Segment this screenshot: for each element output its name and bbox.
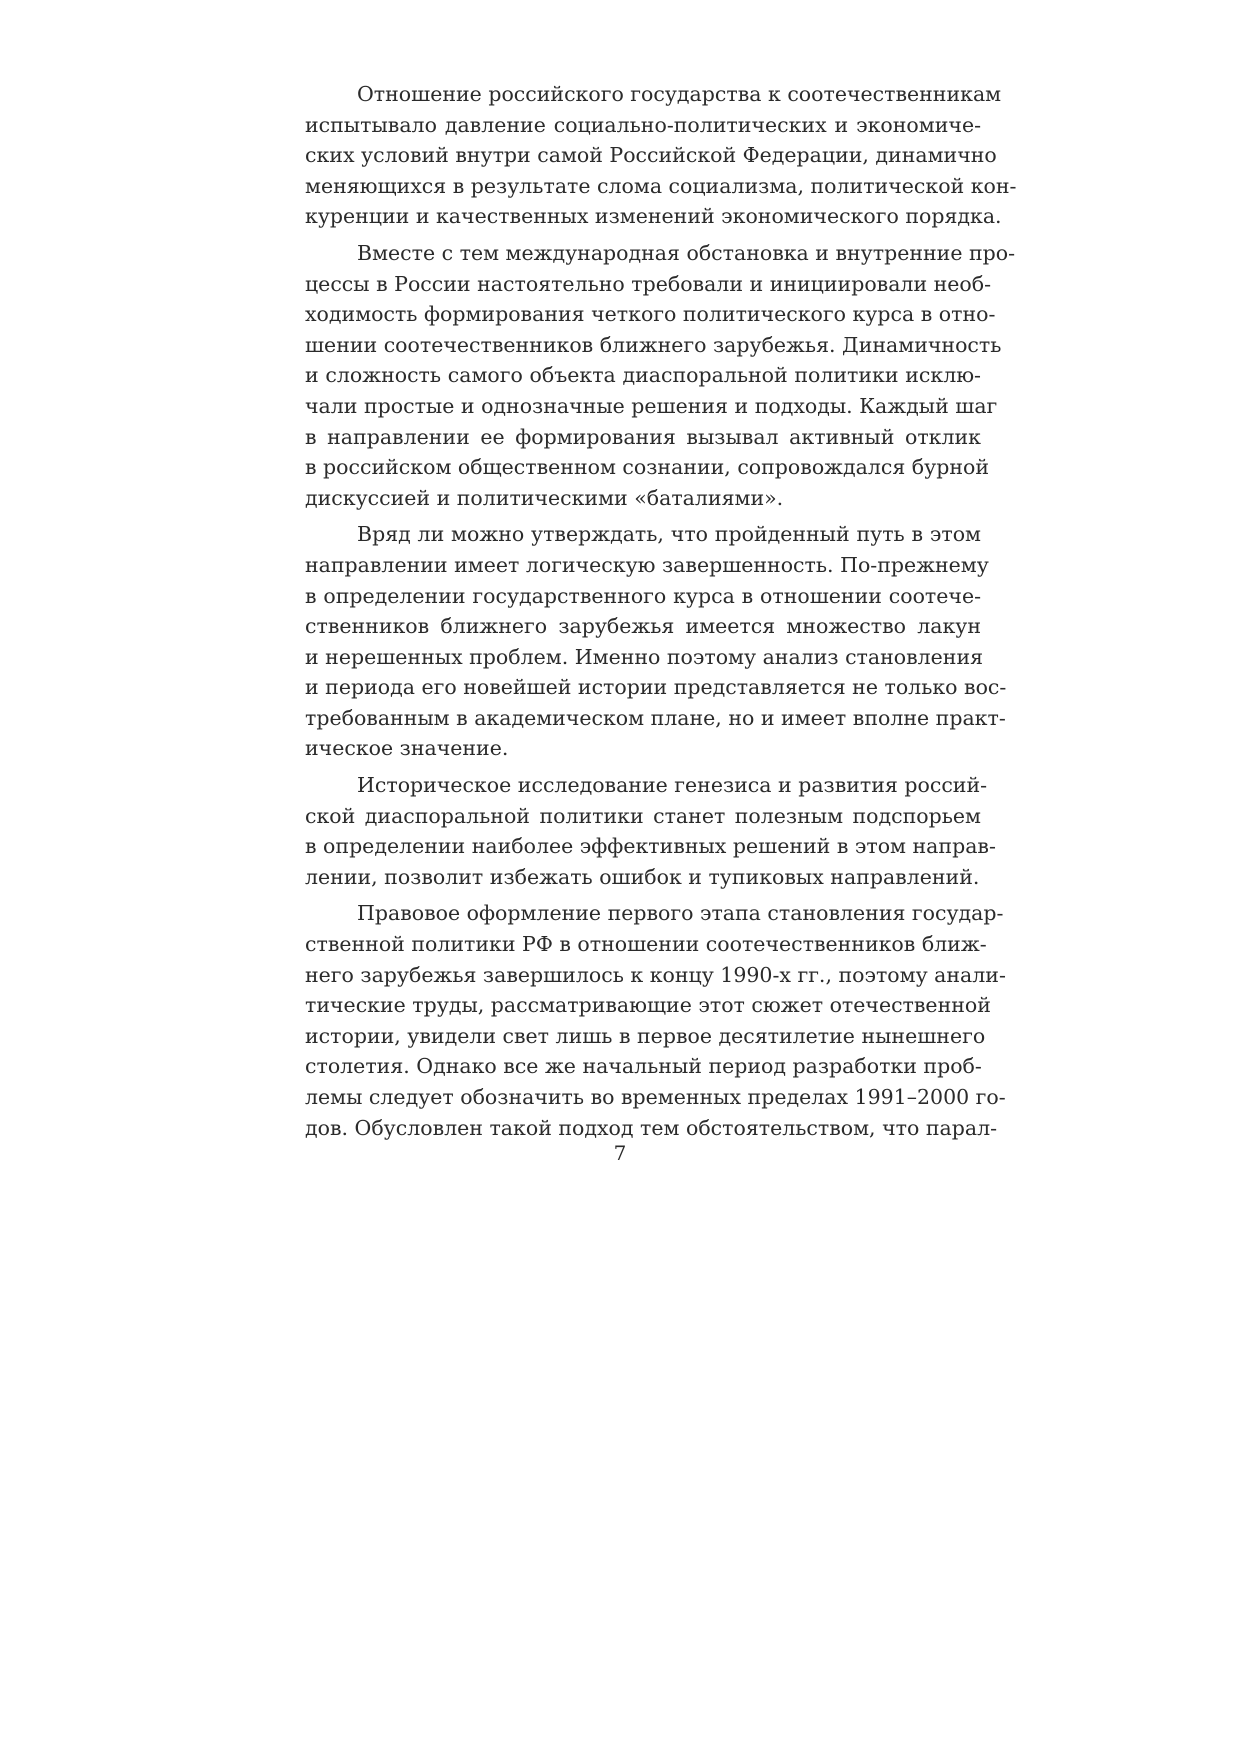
text-line: него зарубежья завершилось к концу 1990-х гг., поэтому анали- (305, 962, 1006, 987)
paragraph-5 (305, 898, 1006, 1143)
text-line: шении соотечественников ближнего зарубежья. Динамичность (305, 332, 1002, 357)
text-line: в направлении ее формирования вызывал активный отклик (305, 424, 981, 449)
text-line: и сложность самого объекта диаспоральной политики исклю- (305, 363, 981, 388)
page-number: 7 (613, 1141, 627, 1165)
text-line: чали простые и однозначные решения и подходы. Каждый шаг (305, 393, 998, 418)
text-line: истории, увидели свет лишь в первое десятилетие нынешнего (305, 1023, 986, 1048)
text-line: испытывало давление социально-политических и экономиче- (305, 112, 981, 137)
text-line: ственников ближнего зарубежья имеется множество лакун (305, 614, 981, 639)
text-line: тические труды, рассматривающие этот сюжет отечественной (305, 993, 991, 1018)
text-line: ских условий внутри самой Российской Федерации, динамично (305, 143, 997, 168)
text-line: цессы в России настоятельно требовали и инициировали необ- (305, 271, 992, 296)
text-line: Историческое исследование генезиса и развития россий- (357, 773, 988, 798)
text-line: ственной политики РФ в отношении соотечественников ближ- (305, 932, 987, 957)
paragraph-3 (305, 519, 1007, 764)
text-line: в определении государственного курса в отношении соотече- (305, 583, 981, 608)
text-line: куренции и качественных изменений экономического порядка. (305, 204, 1002, 229)
text-line: направлении имеет логическую завершенность. По-прежнему (305, 552, 989, 577)
text-line: Вряд ли можно утверждать, что пройденный путь в этом (357, 522, 981, 547)
text-line: дов. Обусловлен такой подход тем обстоятельством, что парал- (305, 1115, 998, 1140)
text-line: и нерешенных проблем. Именно поэтому анализ становления (305, 644, 984, 669)
paragraph-2 (305, 238, 1016, 513)
text-line: меняющихся в результате слома социализма, политической кон- (305, 173, 1017, 198)
text-line: требованным в академическом плане, но и имеет вполне практ- (305, 705, 1006, 730)
paragraph-4 (305, 770, 996, 892)
text-line: ской диаспоральной политики станет полезным подспорьем (305, 803, 981, 828)
body-text (305, 79, 1017, 1143)
text-line: Вместе с тем международная обстановка и внутренние про- (357, 240, 1016, 265)
paragraph-1 (305, 79, 1017, 232)
text-line: ходимость формирования четкого политического курса в отно- (305, 302, 996, 327)
text-line: столетия. Однако все же начальный период разработки проб- (305, 1054, 982, 1079)
text-line: Отношение российского государства к соотечественникам (357, 82, 1002, 106)
text-line: лении, позволит избежать ошибок и тупиковых направлений. (305, 864, 980, 889)
text-line: и периода его новейшей истории представляется не только вос- (305, 675, 1007, 700)
text-line: Правовое оформление первого этапа становления государ- (357, 901, 1004, 926)
text-line: дискуссией и политическими «баталиями». (305, 485, 784, 510)
text-line: в российском общественном сознании, сопровождался бурной (305, 455, 990, 480)
text-line: ическое значение. (305, 736, 509, 761)
text-line: лемы следует обозначить во временных пределах 1991–2000 го- (305, 1085, 1006, 1109)
text-line: в определении наиболее эффективных решений в этом направ- (305, 834, 996, 859)
